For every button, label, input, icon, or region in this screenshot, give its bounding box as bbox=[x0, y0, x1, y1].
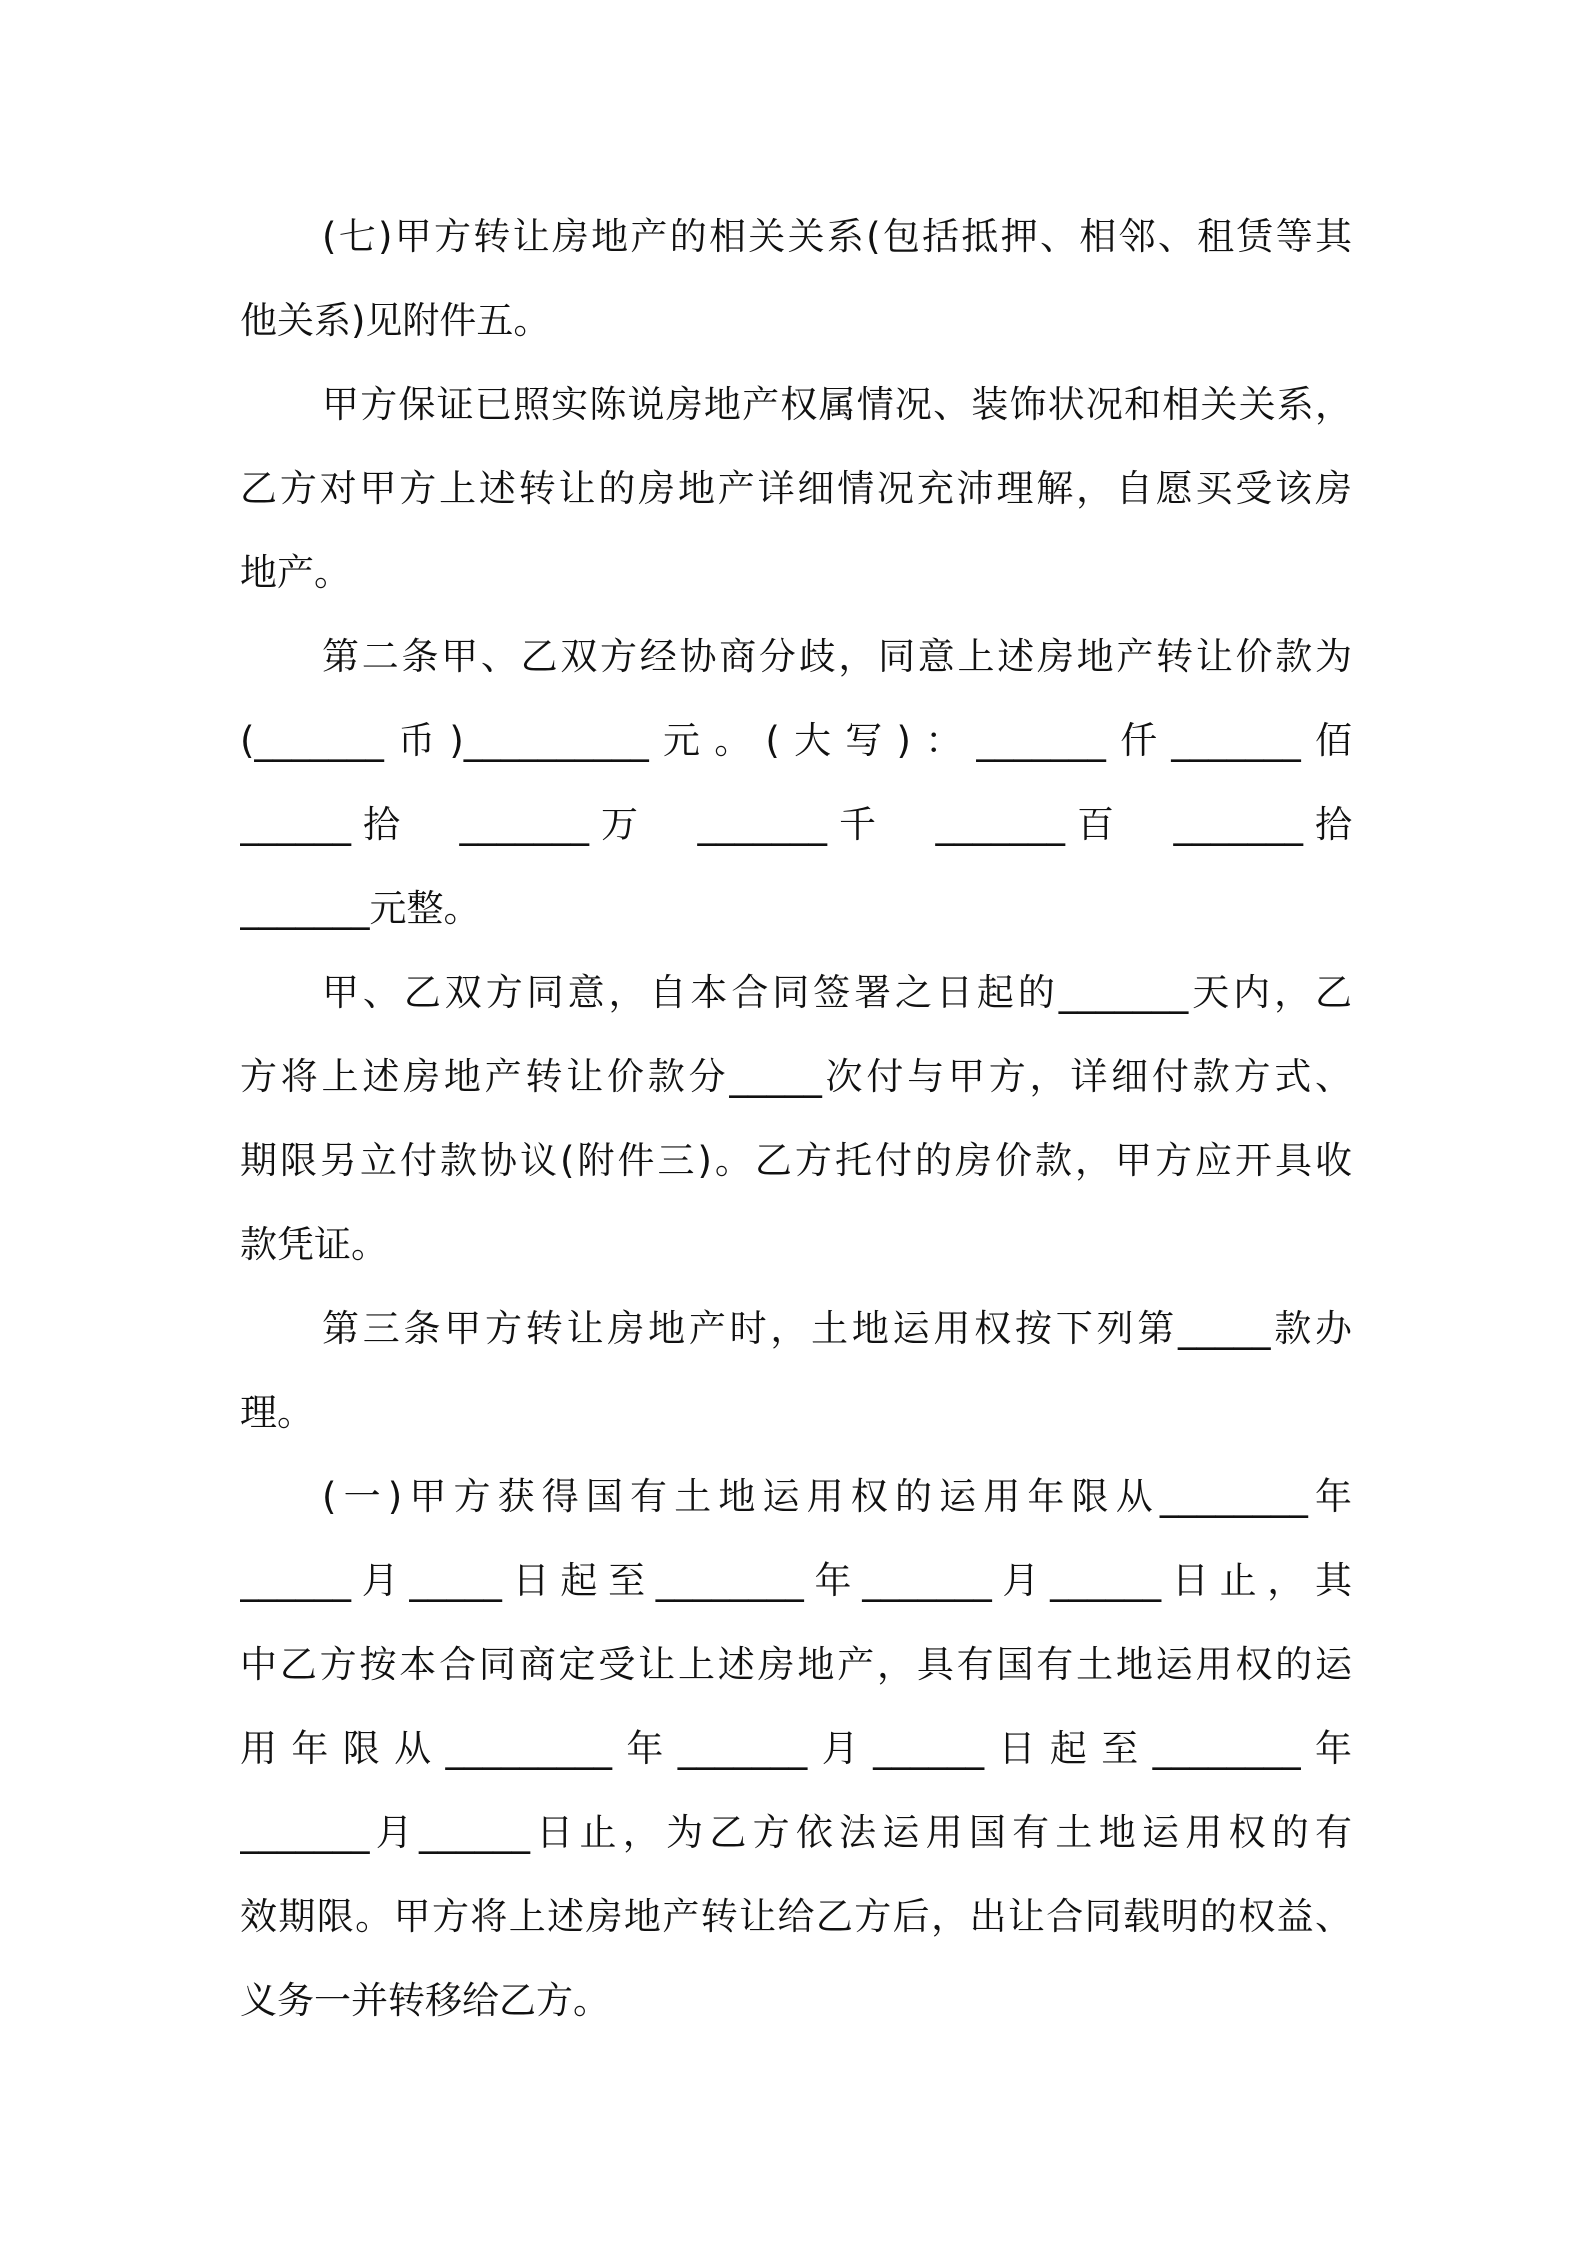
text-line: 甲、乙双方同意，自本合同签署之日起的_______天内，乙 bbox=[322, 971, 1352, 1014]
text-line: 中乙方按本合同商定受让上述房地产，具有国有土地运用权的运 bbox=[240, 1643, 1352, 1686]
text-line: 方将上述房地产转让价款分_____次付与甲方，详细付款方式、 bbox=[240, 1055, 1352, 1098]
text-line: 乙方对甲方上述转让的房地产详细情况充沛理解，自愿买受该房 bbox=[240, 467, 1352, 510]
text-line: ______拾 _______万 _______千 _______百 _______拾 bbox=[240, 803, 1352, 846]
text-line: (七)甲方转让房地产的相关关系(包括抵押、相邻、租赁等其 bbox=[322, 215, 1352, 258]
text-line: 用年限从_________年_______月______日起至________年 bbox=[240, 1727, 1352, 1770]
text-line: 期限另立付款协议(附件三)。乙方托付的房价款，甲方应开具收 bbox=[240, 1139, 1352, 1182]
text-line: 甲方保证已照实陈说房地产权属情况、装饰状况和相关关系， bbox=[322, 383, 1352, 426]
text-line: 第二条甲、乙双方经协商分歧，同意上述房地产转让价款为 bbox=[322, 635, 1352, 678]
text-line: 地产。 bbox=[240, 551, 351, 594]
contract-body bbox=[240, 195, 1352, 2043]
text-line: 义务一并转移给乙方。 bbox=[240, 1979, 610, 2022]
text-line: 理。 bbox=[240, 1391, 314, 1434]
text-line: 他关系)见附件五。 bbox=[240, 299, 551, 342]
text-line: 第三条甲方转让房地产时，土地运用权按下列第_____款办 bbox=[322, 1307, 1352, 1350]
text-line: (一)甲方获得国有土地运用权的运用年限从________年 bbox=[322, 1475, 1352, 1518]
text-line: _______元整。 bbox=[240, 887, 481, 930]
text-line: (_______币)__________元。(大写)：_______仟_______佰 bbox=[240, 719, 1352, 762]
text-line: ______月_____日起至________年_______月______日止，其 bbox=[240, 1559, 1352, 1602]
text-line: 款凭证。 bbox=[240, 1223, 388, 1266]
text-line: _______月______日止，为乙方依法运用国有土地运用权的有 bbox=[240, 1811, 1352, 1854]
text-line: 效期限。甲方将上述房地产转让给乙方后，出让合同载明的权益、 bbox=[240, 1895, 1352, 1938]
